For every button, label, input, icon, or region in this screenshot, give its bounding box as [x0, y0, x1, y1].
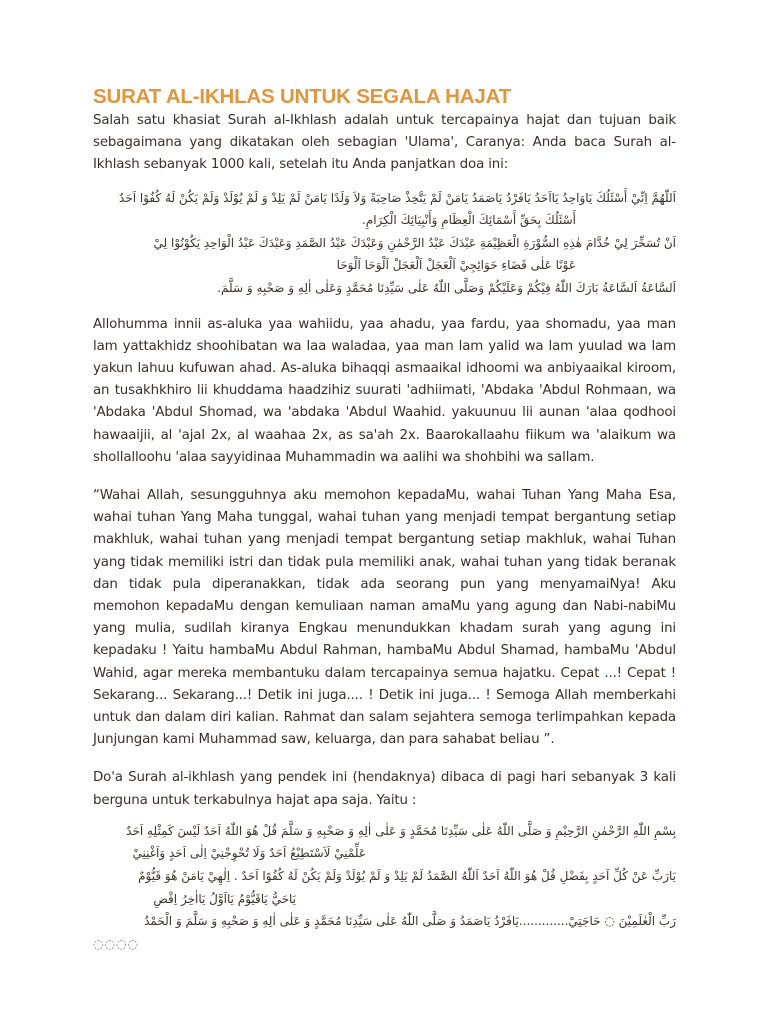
- arabic-doa-short: [93, 820, 676, 956]
- arabic-line: عَلِّمْنِيْ لَاَسْتَطِيْعُ اَحَدٌ وَلَا تُحْوِجْنِيْ اِلٰى اَحَدٍ وَاَغْنِنِيْ: [132, 846, 366, 861]
- transliteration-paragraph: Allohumma innii as-aluka yaa wahiidu, yaa ahadu, yaa fardu, yaa shomadu, yaa man lam yattakhidz shoohibatan wa laa waladaa, yaa man lam yalid wa lam yuulad wa lam yakun lahuu kufuwan ahad. As-aluka bihaqqi asmaaikal idhoomi wa anbiyaaikal kiroom, an tusakhkhiro lii khuddama haadzihiz suurati 'adhiimati, 'Abdaka 'Abdul Rohmaan, wa 'Abdaka 'Abdul Shomad, wa 'abdaka 'Abdul Waahid. yakuunuu lii aunan 'alaa qodhooi hawaaijii, al 'ajal 2x, al waahaa 2x, as sa'ah 2x. Baarokallaahu fiikum wa 'alaikum wa shollalloohu 'alaa sayyidinaa Muhammadin wa aalihi wa shohbihi wa sallam.: [93, 316, 676, 465]
- arabic-line: أَسْئَلُكَ بِحَقِّ أَسْمَائِكَ الْعِظَامِ وَأَنْبِيَائِكَ الْكِرَامِ.: [361, 213, 576, 228]
- document-page: [93, 84, 676, 955]
- spacer: [93, 300, 676, 314]
- arabic-doa-long: [93, 187, 676, 300]
- short-doa-intro-paragraph: Do'a Surah al-ikhlash yang pendek ini (hendaknya) dibaca di pagi hari sebanyak 3 kali berguna untuk terkabulnya hajat apa saja. Yaitu :: [93, 770, 676, 808]
- arabic-line: اَللّٰهُمَّ اِنِّيْ أَسْئَلُكَ يَاوَاحِدُ يَااَحَدُ يَافَرْدُ يَاصَمَدُ يَامَنْ لَمْ يَتَّخِذْ صَاحِبَةً وَلاَ وَلَدًا يَامَنْ لَمْ يَلِدْ وَ لَمْ يُوْلَدْ وَلَمْ يَكُنْ لَهُ كُفُوًا اَحَدٌ: [119, 190, 676, 205]
- arabic-line: بِسْمِ اللّٰهِ الرَّحْمٰنِ الرَّحِيْمِ وَ صَلَّى اللّٰهُ عَلٰى سَيِّدِنَا مُحَمَّدٍ وَ عَلٰى اٰلِهِ وَ صَحْبِهِ وَ سَلَّمَ قُلْ هُوَ اللّٰهُ اَحَدٌ لَيْسَ كَمِثْلِهِ اَحَدٌ: [126, 823, 676, 838]
- intro-paragraph: Salah satu khasiat Surah al-Ikhlash adalah untuk tercapainya hajat dan tujuan baik sebagaimana yang dikatakan oleh sebagian 'Ulama', Caranya: Anda baca Surah al-Ikhlash sebanyak 1000 kali, setelah itu Anda panjatkan doa ini:: [93, 113, 676, 173]
- translation-paragraph: “Wahai Allah, sesungguhnya aku memohon kepadaMu, wahai Tuhan Yang Maha Esa, wahai tuhan Yang Maha tunggal, wahai tuhan yang menjadi tempat bergantung setiap makhluk, wahai tuhan yang menjadi tempat bergantung setiap makhluk, wahai Tuhan yang tidak memiliki istri dan tidak pula memiliki anak, wahai tuhan yang tidak beranak dan tidak pula diperanakkan, tidak ada seorang pun yang menyamaiNya! Aku memohon kepadaMu dengan kemuliaan naman amaMu yang agung dan Nabi-nabiMu yang mulia, sudilah kiranya Engkau menundukkan khadam surah yang agung ini kepadaku ! Yaitu hambaMu Abdul Rahman, hambaMu Abdul Shamad, hambaMu 'Abdul Wahid, agar mereka membantuku dalam tercapainya semua hajatku. Cepat ...! Cepat ! Sekarang... Sekarang...! Detik ini juga.... ! Detik ini juga... ! Semoga Allah memberkahi untuk dan dalam diri kalian. Rahmat dan salam sejahtera semoga terlimpahkan kepada Junjungan kami Muhammad saw, keluarga, dan para sahabat beliau ”.: [93, 488, 676, 748]
- arabic-line: اَلسَّاعَةُ اَلسَّاعَةُ بَارَكَ اللّٰهُ فِيْكُمْ وَعَلَيْكُمْ وَصَلَّى اللّٰهُ عَلٰى سَيِّدِنَا مُحَمَّدٍ وَعَلٰى اٰلِهِ وَ صَحْبِهِ وَ سَلَّمَ.: [217, 280, 676, 295]
- ornament-glyphs: ◌◌◌◌: [93, 936, 139, 951]
- page-title: SURAT AL-IKHLAS UNTUK SEGALA HAJAT: [93, 85, 511, 108]
- spacer: [93, 812, 676, 820]
- arabic-line: اَنْ تُسَخِّرَ لِيْ خُدَّامَ هٰذِهِ السُّوْرَةِ الْعَظِيْمَةِ عَبْدَكَ عَبْدُ الرَّحْمٰنِ وَعَبْدَكَ عَبْدُ الصَّمَدِ وَعَبْدَكَ عَبْدُ الْوَاحِدِ يَكُوْنُوْا لِيْ: [153, 235, 676, 250]
- spacer: [93, 469, 676, 485]
- arabic-line: عَوْنًا عَلٰى قَضَاءِ حَوَائِجِيْ اَلْعَجَلْ اَلْعَجَلْ اَلْوَحَا اَلْوَحَا: [336, 258, 576, 273]
- arabic-line: يَارَبِّ عَنْ كُلِّ اَحَدٍ بِفَضْلِ قُلْ هُوَ اللّٰهُ اَحَدٌ اَللّٰهُ الصَّمَدُ لَمْ يَلِدْ وَ لَمْ يُوْلَدْ وَلَمْ يَكُنْ لَهُ كُفُوًا اَحَدٌ . اِلٰهِيْ يَامَنْ هُوَ قَيُّوْمٌ: [138, 869, 676, 884]
- spacer: [93, 177, 676, 187]
- arabic-line: يَاحَيُّ يَاقَيُّوْمُ يَااَوَّلُ يَااٰخِرُ اِقْضِ: [153, 891, 296, 906]
- spacer: [93, 751, 676, 767]
- arabic-line: رَبِّ الْعٰلَمِيْنَ ◌ حَاجَتِيْ.............يَافَرْدُ يَاصَمَدُ وَ صَلَّى اللّٰهُ عَلٰى سَيِّدِنَا مُحَمَّدٍ وَ عَلٰى اٰلِهِ وَ صَحْبِهِ وَ سَلَّمَ وَ الْحَمْدُ: [144, 914, 676, 929]
